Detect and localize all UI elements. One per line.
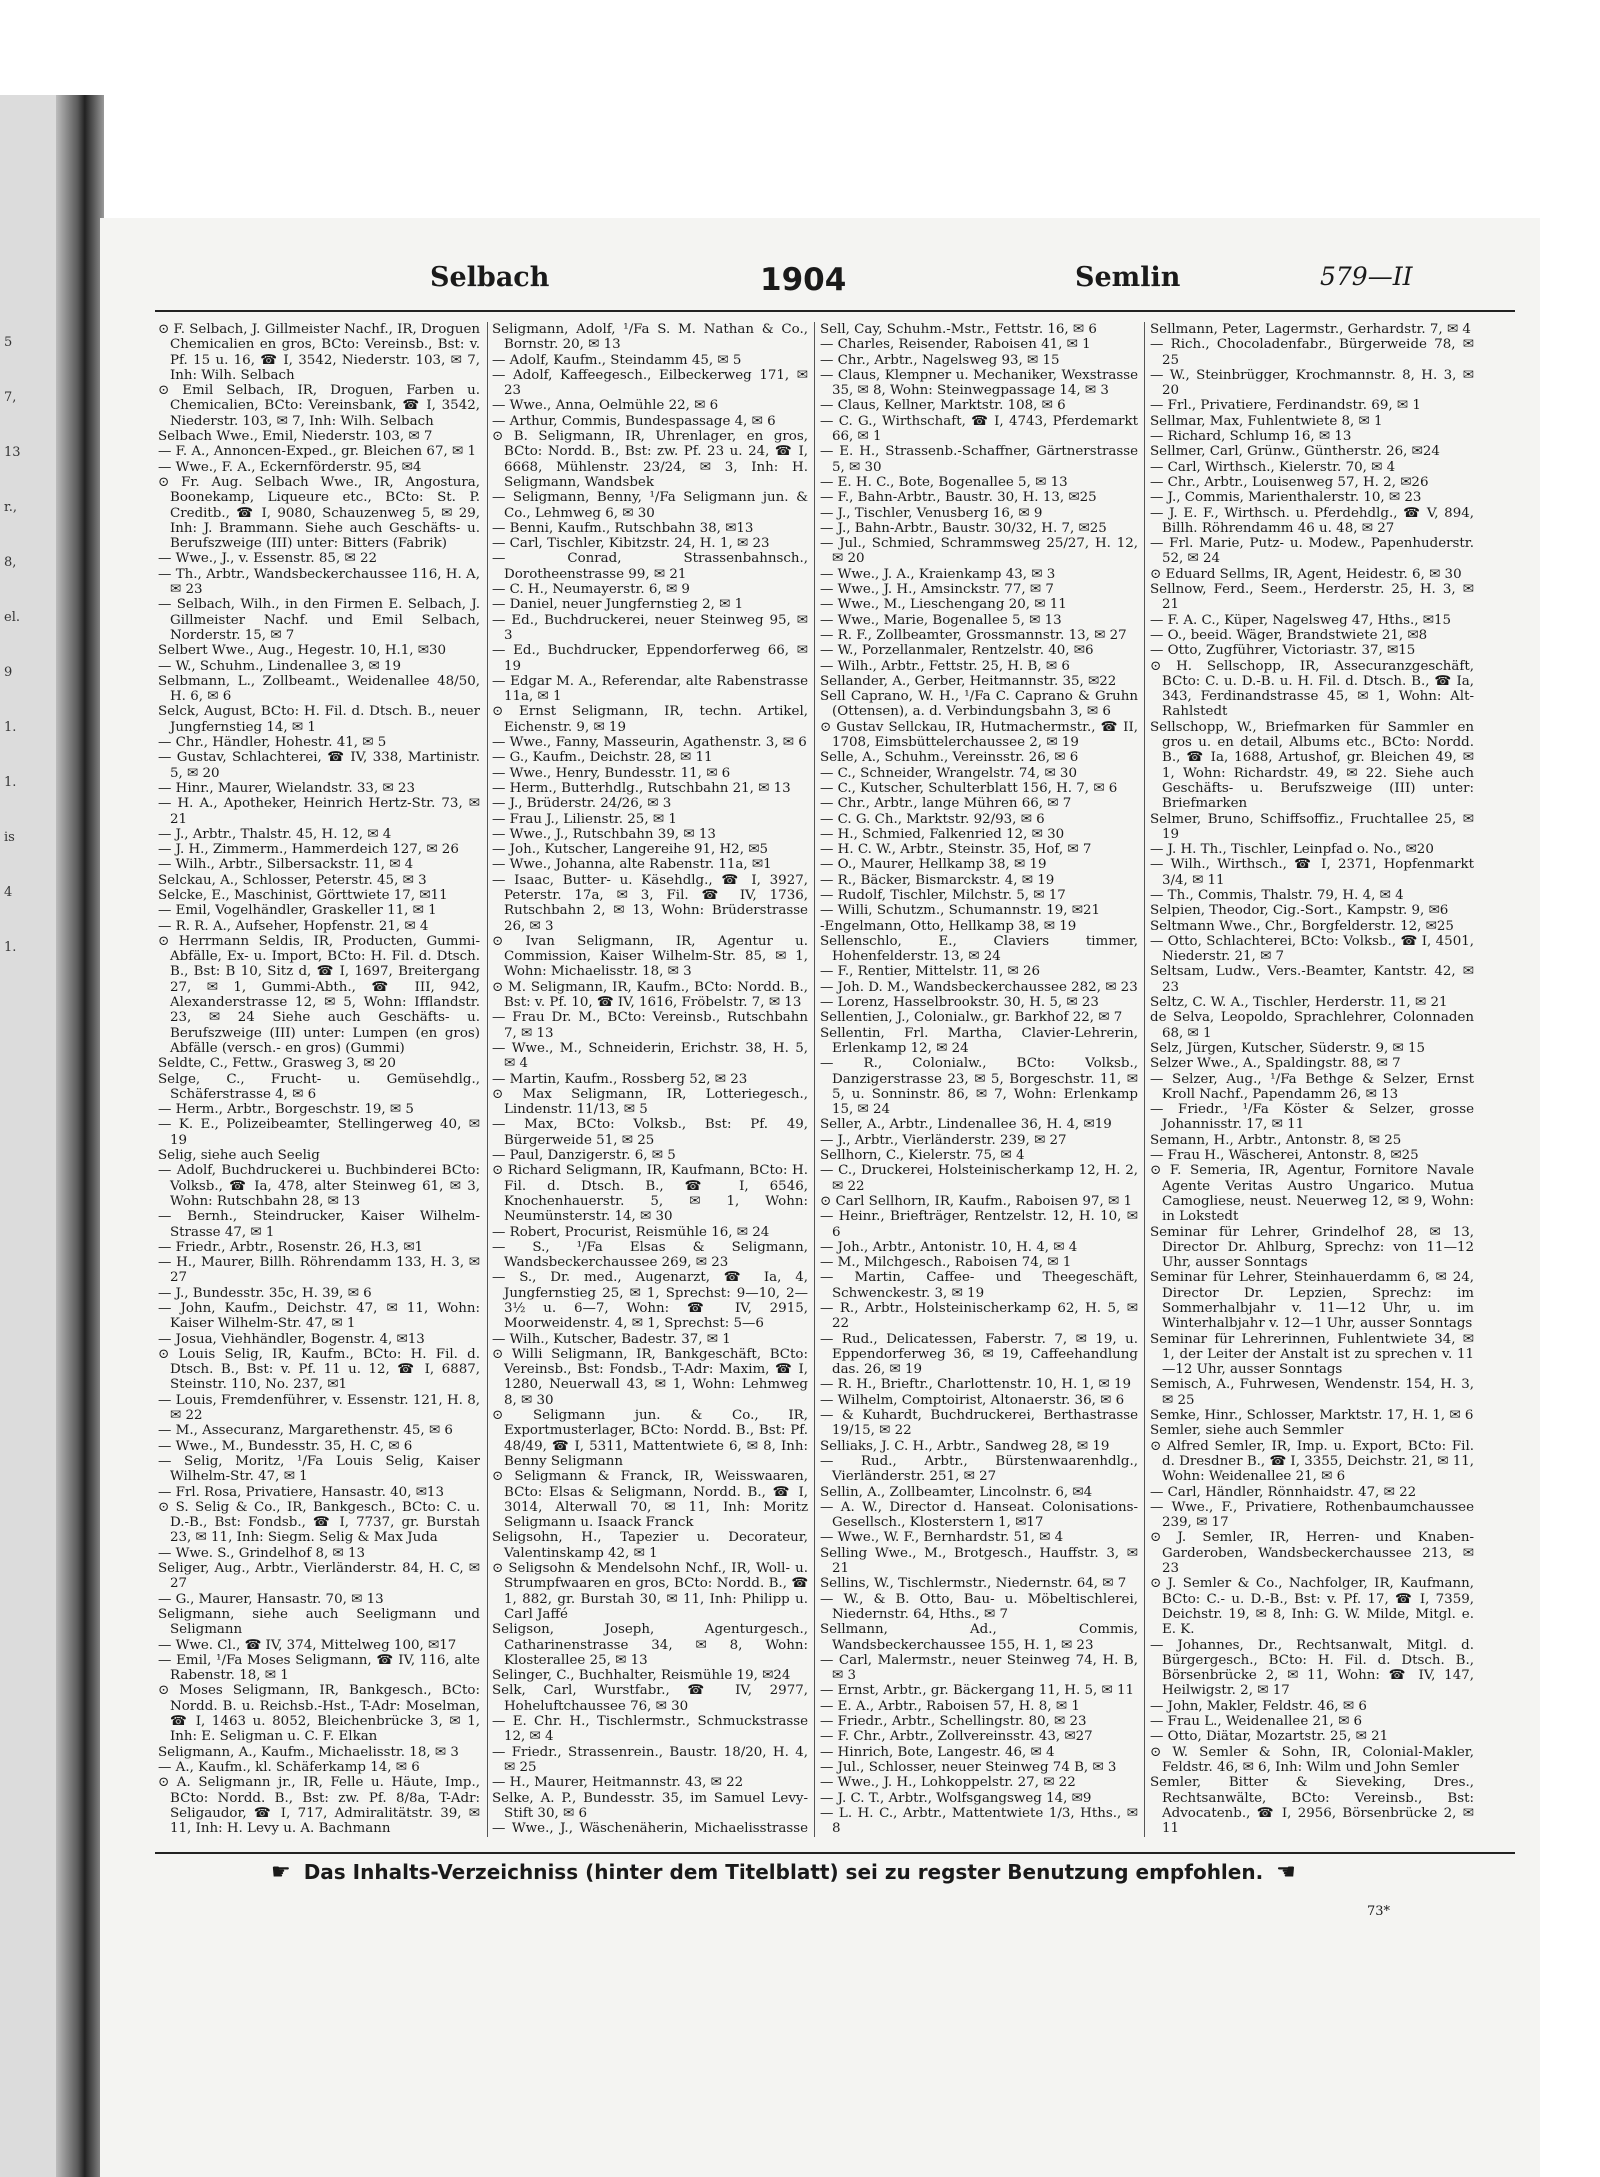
directory-entry: Semler, Bitter & Sieveking, Dres., Rechtsanwälte, BCto: Vereinsb., Bst: Advocatenb., ☎ I, 2956, Börsenbrücke 2, ✉ 11 [1150, 1775, 1474, 1837]
directory-entry: — Edgar M. A., Referendar, alte Rabenstrasse 11a, ✉ 1 [492, 673, 808, 705]
directory-entry: Semke, Hinr., Schlosser, Marktstr. 17, H. 1, ✉ 6 [1150, 1408, 1474, 1424]
directory-entry: — Wwe., M., Bundesstr. 35, H. C, ✉ 6 [158, 1438, 413, 1454]
directory-entry: — J., Arbtr., Vierländerstr. 239, ✉ 27 [820, 1132, 1067, 1148]
directory-entry: — F., Rentier, Mittelstr. 11, ✉ 26 [820, 964, 1041, 980]
column-2 [492, 322, 808, 1837]
directory-entry: — Rudolf, Tischler, Milchstr. 5, ✉ 17 [820, 887, 1066, 903]
directory-entry: — Chr., Händler, Hohestr. 41, ✉ 5 [158, 735, 387, 751]
sheet-number: 73* [1367, 1904, 1391, 1919]
directory-entry: — Otto, Diätar, Mozartstr. 25, ✉ 21 [1150, 1729, 1389, 1745]
directory-entry: — Selzer, Aug., ¹/Fa Bethge & Selzer, Ernst Kroll Nachf., Papendamm 26, ✉ 13 [1150, 1071, 1474, 1102]
directory-entry: — Wwe., J. H., Amsinckstr. 77, ✉ 7 [820, 582, 1054, 598]
directory-entry: — F., Bahn-Arbtr., Baustr. 30, H. 13, ✉25 [820, 490, 1097, 506]
directory-entry: Seminar für Lehrer, Grindelhof 28, ✉ 13, Director Dr. Ahlburg, Sprechz: von 11—12 Uhr, ausser Sonntags [1150, 1224, 1474, 1271]
left-page-fragment: r., [4, 500, 18, 515]
directory-entry: — Carl, Tischler, Kibitzstr. 24, H. 1, ✉ 23 [492, 536, 770, 552]
directory-entry: — J., Commis, Marienthalerstr. 10, ✉ 23 [1150, 490, 1422, 506]
directory-entry: ⊙ Alfred Semler, IR, Imp. u. Export, BCto: Fil. d. Dresdner B., ☎ I, 3355, Deichstr. 21, ✉ 11, Wohn: Weidenallee 21, ✉ 6 [1150, 1438, 1474, 1485]
directory-entry: — R. H., Brieftr., Charlottenstr. 10, H. 1, ✉ 19 [820, 1377, 1132, 1393]
directory-entry: — E. A., Arbtr., Raboisen 57, H. 8, ✉ 1 [820, 1698, 1080, 1714]
directory-entry: — Bernh., Steindrucker, Kaiser Wilhelm-Strasse 47, ✉ 1 [158, 1209, 480, 1240]
directory-entry: Selbmann, L., Zollbeamt., Weidenallee 48/50, H. 6, ✉ 6 [158, 673, 480, 705]
directory-entry: Seminar für Lehrerinnen, Fuhlentwiete 34, ✉ 1, der Leiter der Anstalt ist zu sprechen v. 11—12 Uhr, ausser Sonntags [1150, 1331, 1474, 1378]
directory-entry: — Benni, Kaufm., Rutschbahn 38, ✉13 [492, 520, 754, 536]
directory-entry: — Rud., Delicatessen, Faberstr. 7, ✉ 19, u. Eppendorferweg 36, ✉ 19, Caffeehandlung das. 26, ✉ 19 [820, 1331, 1138, 1378]
directory-entry: — Frl., Privatiere, Ferdinandstr. 69, ✉ 1 [1150, 398, 1421, 414]
directory-entry: — Joh., Kutscher, Langereihe 91, H2, ✉5 [492, 842, 768, 858]
directory-entry: Selck, August, BCto: H. Fil. d. Dtsch. B., neuer Jungfernstieg 14, ✉ 1 [158, 704, 480, 735]
directory-entry: — C. H., Neumayerstr. 6, ✉ 9 [492, 582, 690, 598]
directory-entry: — Frau H., Wäscherei, Antonstr. 8, ✉25 [1150, 1148, 1419, 1164]
directory-entry: — A. W., Director d. Hanseat. Colonisations-Gesellsch., Klosterstern 1, ✉17 [820, 1499, 1138, 1531]
directory-entry [1150, 1836, 1474, 1837]
directory-entry: ⊙ Seligsohn & Mendelsohn Nchf., IR, Woll- u. Strumpfwaaren en gros, BCto: Nordd. B., ☎ 1, 882, gr. Burstah 30, ✉ 11, Inh: Philipp u. Carl Jaffé [492, 1561, 808, 1622]
column-divider [1144, 322, 1145, 1837]
directory-entry: Semisch, A., Fuhrwesen, Wendenstr. 154, H. 3, ✉ 25 [1150, 1377, 1474, 1408]
directory-entry: — Wwe., Marie, Bogenallee 5, ✉ 13 [820, 612, 1062, 628]
directory-entry: Sellentin, Frl. Martha, Clavier-Lehrerin, Erlenkamp 12, ✉ 24 [820, 1025, 1138, 1056]
directory-entry: ⊙ Louis Selig, IR, Kaufm., BCto: H. Fil. d. Dtsch. B., Bst: v. Pf. 11 u. 12, ☎ I, 6887, Steinstr. 110, No. 237, ✉1 [158, 1346, 480, 1393]
directory-entry: — Selig, Moritz, ¹/Fa Louis Selig, Kaiser Wilhelm-Str. 47, ✉ 1 [158, 1453, 480, 1485]
directory-entry: Selle, A., Schuhm., Vereinsstr. 26, ✉ 6 [820, 750, 1079, 766]
left-page-fragment: 4 [4, 885, 13, 900]
directory-entry: — J., Brüderstr. 24/26, ✉ 3 [492, 796, 672, 812]
directory-entry: — John, Kaufm., Deichstr. 47, ✉ 11, Wohn: Kaiser Wilhelm-Str. 47, ✉ 1 [158, 1301, 480, 1332]
directory-entry: — Selbach, Wilh., in den Firmen E. Selbach, J. Gillmeister Nachf. und Emil Selbach, Norderstr. 15, ✉ 7 [158, 597, 480, 643]
page-header [0, 262, 1600, 302]
directory-entry: — Paul, Danzigerstr. 6, ✉ 5 [492, 1148, 676, 1164]
directory-entry: Selcke, E., Maschinist, Görttwiete 17, ✉11 [158, 887, 448, 903]
directory-entry: — R., Colonialw., BCto: Volksb., Danzigerstrasse 23, ✉ 5, Borgeschstr. 11, ✉ 5, u. Sonninstr. 86, ✉ 7, Wohn: Erlenkamp 15, ✉ 24 [820, 1056, 1138, 1118]
directory-entry: — E. H., Strassenb.-Schaffner, Gärtnerstrasse 5, ✉ 30 [820, 444, 1138, 475]
directory-entry: ⊙ J. Semler & Co., Nachfolger, IR, Kaufmann, BCto: C.- u. D.-B., Bst: v. Pf. 17, ☎ I, 7359, Deichstr. 19, ✉ 8, Inh: G. W. Milde, Mitgl. e. E. K. [1150, 1576, 1474, 1638]
directory-entry: ⊙ M. Seligmann, IR, Kaufm., BCto: Nordd. B., Bst: v. Pf. 10, ☎ IV, 1616, Fröbelstr. 7, ✉ 13 [492, 979, 808, 1011]
directory-entry: — Wilhelm, Comptoirist, Altonaerstr. 36, ✉ 6 [820, 1392, 1125, 1408]
directory-entry: — Chr., Arbtr., Nagelsweg 93, ✉ 15 [820, 352, 1060, 368]
directory-entry: — Ed., Buchdruckerei, neuer Steinweg 95, ✉ 3 [492, 612, 808, 643]
directory-entry: — Wwe., J., Wäschenäherin, Michaelisstrasse [492, 1821, 808, 1837]
left-page-fragment: el. [4, 610, 20, 625]
directory-entry: — Friedr., Arbtr., Rosenstr. 26, H.3, ✉1 [158, 1239, 424, 1255]
column-1 [158, 322, 480, 1837]
directory-entry: Seligmann, A., Kaufm., Michaelisstr. 18, ✉ 3 [158, 1744, 459, 1760]
directory-entry: — F. A., Annoncen-Exped., gr. Bleichen 67, ✉ 1 [158, 444, 476, 460]
directory-entry: — J., Arbtr., Thalstr. 45, H. 12, ✉ 4 [158, 826, 392, 842]
directory-entry: ⊙ H. Sellschopp, IR, Assecuranzgeschäft, BCto: C. u. D.-B. u. H. Fil. d. Dtsch. B., ☎ Ia, 343, Ferdinandstrasse 45, ✉ 1, Wohn: Alt-Rahlstedt [1150, 658, 1474, 720]
directory-entry: — Emil, Vogelhändler, Graskeller 11, ✉ 1 [158, 903, 437, 919]
directory-entry: Selbach Wwe., Emil, Niederstr. 103, ✉ 7 [158, 429, 433, 445]
directory-entry: — Otto, Zugführer, Victoriastr. 37, ✉15 [1150, 643, 1416, 659]
directory-entry: Sellander, A., Gerber, Heitmannstr. 35, ✉22 [820, 673, 1117, 689]
directory-entry: — Rich., Chocoladenfabr., Bürgerweide 78, ✉ 25 [1150, 337, 1474, 368]
column-divider [487, 322, 488, 1837]
directory-entry: — Heinr., Briefträger, Rentzelstr. 12, H. 10, ✉ 6 [820, 1209, 1138, 1240]
directory-entry: Seldte, C., Fettw., Grasweg 3, ✉ 20 [158, 1056, 396, 1072]
directory-entry: — H. A., Apotheker, Heinrich Hertz-Str. 73, ✉ 21 [158, 796, 480, 827]
directory-entry: ⊙ Herrmann Seldis, IR, Producten, Gummi-Abfälle, Ex- u. Import, BCto: H. Fil. d. Dtsch. B., Bst: B 10, Sitz d, ☎ I, 1697, Breitergang 27, ✉ 1, Gummi-Abth., ☎ III, 942, Alexanderstrasse 12, ✉ 5, Wohn: Ifflandstr. 23, ✉ 24 Siehe auch Geschäfts- u. Berufszweige (III) unter: Lumpen (en gros) Abfälle (versch.- en gros) (Gummi) [158, 933, 480, 1056]
directory-entry: Selk, Carl, Wurstfabr., ☎ IV, 2977, Hoheluftchaussee 76, ✉ 30 [492, 1683, 808, 1714]
directory-entry: — C. G. Ch., Marktstr. 92/93, ✉ 6 [820, 811, 1045, 827]
directory-entry: — Rud., Arbtr., Bürstenwaarenhdlg., Vierländerstr. 251, ✉ 27 [820, 1453, 1138, 1485]
directory-entry: — Frau Dr. M., BCto: Vereinsb., Rutschbahn 7, ✉ 13 [492, 1010, 808, 1041]
directory-entry: ⊙ W. Semler & Sohn, IR, Colonial-Makler, Feldstr. 46, ✉ 6, Inh: Wilm und John Semler [1150, 1744, 1474, 1775]
directory-entry: — Chr., Arbtr., lange Mühren 66, ✉ 7 [820, 796, 1072, 812]
directory-entry: — L. H. C., Arbtr., Mattentwiete 1/3, Hths., ✉ 8 [820, 1805, 1138, 1837]
directory-entry: Sellschopp, W., Briefmarken für Sammler en gros u. en detail, Albums etc., BCto: Nordd. B., ☎ Ia, 1688, Artushof, gr. Bleichen 49, ✉ 1, Wohn: Richardstr. 49, ✉ 22. Siehe auch Geschäfts- u. Berufszweige (III) unter: Briefmarken [1150, 719, 1474, 812]
directory-entry: ⊙ Gustav Sellckau, IR, Hutmachermstr., ☎ II, 1708, Eimsbüttelerchaussee 2, ✉ 19 [820, 719, 1138, 751]
directory-entry: Sellins, W., Tischlermstr., Niedernstr. 64, ✉ 7 [820, 1576, 1127, 1592]
left-page-fragment: 7, [4, 390, 17, 405]
directory-entry: Selz, Jürgen, Kutscher, Süderstr. 9, ✉ 15 [1150, 1040, 1425, 1056]
directory-entry: ⊙ F. Semeria, IR, Agentur, Fornitore Navale Agente Veritas Austro Ungarico. Mutua Camogliese, neust. Neuerweg 12, ✉ 9, Wohn: in Lokstedt [1150, 1163, 1474, 1225]
directory-entry: ⊙ S. Selig & Co., IR, Bankgesch., BCto: C. u. D.-B., Bst: Fondsb., ☎ I, 7737, gr. Burstah 23, ✉ 11, Inh: Siegm. Selig & Max Juda [158, 1499, 480, 1546]
column-4 [1150, 322, 1474, 1837]
directory-entry: — Frau J., Lilienstr. 25, ✉ 1 [492, 811, 677, 827]
directory-entry: — Claus, Kellner, Marktstr. 108, ✉ 6 [820, 398, 1066, 414]
directory-entry: ⊙ J. Semler, IR, Herren- und Knaben-Garderoben, Wandsbeckerchaussee 213, ✉ 23 [1150, 1530, 1474, 1577]
directory-entry: — Wwe., Johanna, alte Rabenstr. 11a, ✉1 [492, 857, 772, 873]
directory-entry: ⊙ Seligmann jun. & Co., IR, Exportmusterlager, BCto: Nordd. B., Bst: Pf. 48/49, ☎ I, 5311, Mattentwiete 6, ✉ 8, Inh: Benny Seligmann [492, 1408, 808, 1469]
directory-entry: Selzer Wwe., A., Spaldingstr. 88, ✉ 7 [1150, 1056, 1401, 1072]
left-page-fragment: 8, [4, 555, 17, 570]
directory-entry: — Th., Arbtr., Wandsbeckerchaussee 116, H. A, ✉ 23 [158, 566, 480, 598]
directory-entry: — F. Chr., Arbtr., Zollvereinsstr. 43, ✉27 [820, 1729, 1093, 1745]
directory-entry: — & Kuhardt, Buchdruckerei, Berthastrasse 19/15, ✉ 22 [820, 1408, 1138, 1439]
directory-entry: Sellin, A., Zollbeamter, Lincolnstr. 6, ✉4 [820, 1484, 1093, 1500]
directory-entry: — W., Schuhm., Lindenallee 3, ✉ 19 [158, 658, 401, 674]
directory-entry: Sellnow, Ferd., Seem., Herderstr. 25, H. 3, ✉ 21 [1150, 582, 1474, 613]
directory-entry: ⊙ Willi Seligmann, IR, Bankgeschäft, BCto: Vereinsb., Bst: Fondsb., T-Adr: Maxim, ☎ I, 1280, Neuerwall 43, ✉ 1, Wohn: Lehmweg 8, ✉ 30 [492, 1346, 808, 1408]
directory-entry: — C., Schneider, Wrangelstr. 74, ✉ 30 [820, 765, 1077, 781]
left-page-fragment: 1. [4, 940, 17, 955]
directory-entry: Sellenschlo, E., Claviers timmer, Hohenfelderstr. 13, ✉ 24 [820, 933, 1138, 965]
directory-entry: — Adolf, Buchdruckerei u. Buchbinderei BCto: Volksb., ☎ Ia, 478, alter Steinweg 61, ✉ 3, Wohn: Rutschbahn 28, ✉ 13 [158, 1163, 480, 1209]
directory-entry: — Seligmann, Benny, ¹/Fa Seligmann jun. & Co., Lehmweg 6, ✉ 30 [492, 490, 808, 521]
directory-entry: — Lorenz, Hasselbrookstr. 30, H. 5, ✉ 23 [820, 995, 1099, 1011]
directory-entry: — C. G., Wirthschaft, ☎ I, 4743, Pferdemarkt 66, ✉ 1 [820, 413, 1138, 445]
footer-text: Das Inhalts-Verzeichniss (hinter dem Titelblatt) sei zu regster Benutzung empfohlen. [303, 1860, 1264, 1884]
directory-entry: — J. H. Th., Tischler, Leinpfad o. No., ✉20 [1150, 842, 1434, 858]
directory-entry: — R., Bäcker, Bismarckstr. 4, ✉ 19 [820, 872, 1055, 888]
directory-entry: — Max, BCto: Volksb., Bst: Pf. 49, Bürgerweide 51, ✉ 25 [492, 1117, 808, 1148]
footer-rule [155, 1852, 1515, 1854]
directory-entry: — R. F., Zollbeamter, Grossmannstr. 13, ✉ 27 [820, 627, 1127, 643]
directory-entry: — W., Steinbrügger, Krochmannstr. 8, H. 3, ✉ 20 [1150, 367, 1474, 399]
directory-entry: — Friedr., Arbtr., Schellingstr. 80, ✉ 23 [820, 1714, 1087, 1730]
header-first-name: Selbach [430, 262, 550, 293]
directory-entry: Selbert Wwe., Aug., Hegestr. 10, H.1, ✉30 [158, 643, 447, 659]
directory-entry: Seltz, C. W. A., Tischler, Herderstr. 11, ✉ 21 [1150, 995, 1448, 1011]
directory-entry: — Wwe., F. A., Eckernförderstr. 95, ✉4 [158, 459, 422, 475]
directory-entry: Sell, Cay, Schuhm.-Mstr., Fettstr. 16, ✉ 6 [820, 322, 1097, 337]
directory-entry: — Wwe., J., Rutschbahn 39, ✉ 13 [492, 826, 716, 842]
left-page-fragment: 5 [4, 335, 13, 350]
left-page-fragment: 1. [4, 720, 17, 735]
directory-entry: Selliaks, J. C. H., Arbtr., Sandweg 28, ✉ 19 [820, 1438, 1110, 1454]
directory-entry: — Jul., Schlosser, neuer Steinweg 74 B, ✉ 3 [820, 1759, 1117, 1775]
directory-entry: — C., Druckerei, Holsteinischerkamp 12, H. 2, ✉ 22 [820, 1163, 1138, 1194]
directory-entry: — K. E., Polizeibeamter, Stellingerweg 40, ✉ 19 [158, 1117, 480, 1148]
directory-entry: — Wwe., J. H., Lohkoppelstr. 27, ✉ 22 [820, 1775, 1076, 1791]
directory-entry: Sellmann, Peter, Lagermstr., Gerhardstr. 7, ✉ 4 [1150, 322, 1471, 337]
directory-entry: — H., Schmied, Falkenried 12, ✉ 30 [820, 826, 1065, 842]
directory-entry: — Carl, Wirthsch., Kielerstr. 70, ✉ 4 [1150, 459, 1396, 475]
directory-entry: — O., Maurer, Hellkamp 38, ✉ 19 [820, 857, 1047, 873]
directory-entry: Seltmann Wwe., Chr., Borgfelderstr. 12, ✉25 [1150, 918, 1454, 934]
directory-entry: Seminar für Lehrer, Steinhauerdamm 6, ✉ 24, Director Dr. Lepzien, Sprechz: im Sommerhalbjahr v. 11—12 Uhr, u. im Winterhalbjahr v. 12—1 Uhr, ausser Sonntags [1150, 1270, 1474, 1332]
directory-entry: Selge, C., Frucht- u. Gemüsehdlg., Schäferstrasse 4, ✉ 6 [158, 1071, 480, 1102]
directory-entry: ⊙ Fr. Aug. Selbach Wwe., IR, Angostura, Boonekamp, Liqueure etc., BCto: St. P. Creditb., ☎ I, 9080, Schauzenweg 5, ✉ 29, Inh: J. Brammann. Siehe auch Geschäfts- u. Berufszweige (III) unter: Bitters (Fabrik) [158, 474, 480, 552]
directory-entry: — Herm., Arbtr., Borgeschstr. 19, ✉ 5 [158, 1102, 414, 1118]
directory-entry: Selinger, C., Buchhalter, Reismühle 19, ✉24 [492, 1668, 791, 1684]
header-year: 1904 [760, 262, 847, 298]
directory-entry: — W., & B. Otto, Bau- u. Möbeltischlerei, Niedernstr. 64, Hths., ✉ 7 [820, 1591, 1138, 1622]
directory-entry: — J., Tischler, Venusberg 16, ✉ 9 [820, 505, 1043, 521]
directory-entry: Selpien, Theodor, Cig.-Sort., Kampstr. 9, ✉6 [1150, 903, 1449, 919]
directory-entry: ⊙ B. Seligmann, IR, Uhrenlager, en gros, BCto: Nordd. B., Bst: zw. Pf. 23 u. 24, ☎ I, 6668, Mühlenstr. 23/24, ✉ 3, Inh: H. Seligmann, Wandsbek [492, 429, 808, 490]
book-gutter [56, 95, 104, 2177]
directory-entry: — Wilh., Wirthsch., ☎ I, 2371, Hopfenmarkt 3/4, ✉ 11 [1150, 857, 1474, 888]
directory-entry: Seltsam, Ludw., Vers.-Beamter, Kantstr. 42, ✉ 23 [1150, 964, 1474, 995]
directory-entry: — R., Arbtr., Holsteinischerkamp 62, H. 5, ✉ 22 [820, 1301, 1138, 1332]
directory-entry: — Robert, Procurist, Reismühle 16, ✉ 24 [492, 1224, 770, 1240]
directory-entry: — Carl, Malermstr., neuer Steinweg 74, H. B, ✉ 3 [820, 1652, 1138, 1684]
directory-entry: Seligsohn, H., Tapezier u. Decorateur, Valentinskamp 42, ✉ 1 [492, 1530, 808, 1561]
column-3 [820, 322, 1138, 1837]
directory-entry: — G., Maurer, Hansastr. 70, ✉ 13 [158, 1591, 384, 1607]
directory-entry: — A., Kaufm., kl. Schäferkamp 14, ✉ 6 [158, 1759, 420, 1775]
directory-entry: Selckau, A., Schlosser, Peterstr. 45, ✉ 3 [158, 872, 427, 888]
directory-entry: — J., Bahn-Arbtr., Baustr. 30/32, H. 7, ✉25 [820, 520, 1107, 536]
directory-entry: ⊙ Max Seligmann, IR, Lotteriegesch., Lindenstr. 11/13, ✉ 5 [492, 1086, 808, 1118]
directory-entry: ⊙ Emil Selbach, IR, Droguen, Farben u. Chemicalien, BCto: Vereinsbank, ☎ I, 3542, Niederstr. 103, ✉ 7, Inh: Wilh. Selbach [158, 383, 480, 429]
directory-entry: ⊙ Richard Seligmann, IR, Kaufmann, BCto: H. Fil. d. Dtsch. B., ☎ I, 6546, Knochenhauerstr. 5, ✉ 1, Wohn: Neumünsterstr. 14, ✉ 30 [492, 1163, 808, 1225]
directory-entry: — Charles, Reisender, Raboisen 41, ✉ 1 [820, 337, 1091, 353]
directory-entry: ⊙ Moses Seligmann, IR, Bankgesch., BCto: Nordd. B. u. Reichsb.-Hst., T-Adr: Moselman, ☎ I, 1463 u. 8052, Bleichenbrücke 3, ✉ 1, Inh: E. Seligman u. C. F. Elkan [158, 1683, 480, 1745]
directory-entry: — Joh. D. M., Wandsbeckerchaussee 282, ✉ 23 [820, 979, 1138, 995]
directory-entry: — E. Chr. H., Tischlermstr., Schmuckstrasse 12, ✉ 4 [492, 1714, 808, 1745]
directory-entry: — W., Porzellanmaler, Rentzelstr. 40, ✉6 [820, 643, 1094, 659]
directory-entry: — J. E. F., Wirthsch. u. Pferdehdlg., ☎ V, 894, Billh. Röhrendamm 46 u. 48, ✉ 27 [1150, 505, 1474, 536]
pointing-hand-icon: ☛ [271, 1860, 291, 1885]
directory-entry: — Wwe., F., Privatiere, Rothenbaumchaussee 239, ✉ 17 [1150, 1499, 1474, 1531]
directory-entry: Selmer, Bruno, Schiffsoffiz., Fruchtallee 25, ✉ 19 [1150, 811, 1474, 842]
left-page-fragment: 13 [4, 445, 21, 460]
directory-entry: Seller, A., Arbtr., Lindenallee 36, H. 4, ✉19 [820, 1117, 1112, 1133]
directory-entry: — Daniel, neuer Jungfernstieg 2, ✉ 1 [492, 597, 744, 613]
directory-entry: — Wilh., Arbtr., Silbersackstr. 11, ✉ 4 [158, 857, 414, 873]
directory-entry: ⊙ Ernst Seligmann, IR, techn. Artikel, Eichenstr. 9, ✉ 19 [492, 704, 808, 735]
directory-entry: — Louis, Fremdenführer, v. Essenstr. 121, H. 8, ✉ 22 [158, 1392, 480, 1424]
directory-entry: — Ernst, Arbtr., gr. Bäckergang 11, H. 5, ✉ 11 [820, 1683, 1135, 1699]
directory-entry: -Engelmann, Otto, Hellkamp 38, ✉ 19 [820, 918, 1077, 934]
directory-entry: — Chr., Arbtr., Louisenweg 57, H. 2, ✉26 [1150, 474, 1429, 490]
header-last-name: Semlin [1075, 262, 1181, 293]
directory-entry: — Herm., Butterhdlg., Rutschbahn 21, ✉ 13 [492, 780, 791, 796]
directory-entry: — Adolf, Kaffeegesch., Eilbeckerweg 171, ✉ 23 [492, 367, 808, 399]
directory-entry: — J. H., Zimmerm., Hammerdeich 127, ✉ 26 [158, 842, 459, 858]
directory-entry: — Wwe., Fanny, Masseurin, Agathenstr. 3, ✉ 6 [492, 735, 807, 751]
directory-entry: — Hinrich, Bote, Langestr. 46, ✉ 4 [820, 1744, 1055, 1760]
directory-entry: — J. C. T., Arbtr., Wolfsgangsweg 14, ✉9 [820, 1790, 1092, 1806]
directory-entry: Semann, H., Arbtr., Antonstr. 8, ✉ 25 [1150, 1132, 1402, 1148]
directory-entry: — Johannes, Dr., Rechtsanwalt, Mitgl. d. Bürgergesch., BCto: H. Fil. d. Dtsch. B., Börsenbrücke 2, ✉ 11, Wohn: ☎ IV, 147, Heilwigstr. 2, ✉ 17 [1150, 1637, 1474, 1699]
column-divider [814, 322, 815, 1837]
directory-entry: — M., Milchgesch., Raboisen 74, ✉ 1 [820, 1255, 1072, 1271]
directory-entry: Sellmer, Carl, Grünw., Güntherstr. 26, ✉24 [1150, 444, 1440, 460]
directory-entry: — Wwe. S., Grindelhof 8, ✉ 13 [158, 1545, 366, 1561]
directory-entry: — Joh., Arbtr., Antonistr. 10, H. 4, ✉ 4 [820, 1239, 1078, 1255]
directory-entry: — Emil, ¹/Fa Moses Seligmann, ☎ IV, 116, alte Rabenstr. 18, ✉ 1 [158, 1652, 480, 1684]
directory-entry: — Conrad, Strassenbahnsch., Dorotheenstrasse 99, ✉ 21 [492, 551, 808, 582]
directory-entry: — Isaac, Butter- u. Käsehdlg., ☎ I, 3927, Peterstr. 17a, ✉ 3, Fil. ☎ IV, 1736, Rutschbahn 2, ✉ 13, Wohn: Brüderstrasse 26, ✉ 3 [492, 872, 808, 934]
directory-entry: — Frl. Rosa, Privatiere, Hansastr. 40, ✉13 [158, 1484, 444, 1500]
directory-entry: ⊙ Seligmann & Franck, IR, Weisswaaren, BCto: Elsas & Seligmann, Nordd. B., ☎ I, 3014, Alterwall 70, ✉ 11, Inh: Moritz Seligmann u. Isaack Franck [492, 1469, 808, 1531]
directory-entry: — R. R. A., Aufseher, Hopfenstr. 21, ✉ 4 [158, 918, 429, 934]
directory-entry: Sellmar, Max, Fuhlentwiete 8, ✉ 1 [1150, 413, 1383, 429]
directory-entry: ⊙ A. Seligmann jr., IR, Felle u. Häute, Imp., BCto: Nordd. B., Bst: zw. Pf. 8/8a, T-Adr: Seligaudor, ☎ I, 717, Admiralitätstr. 39, ✉ 11, Inh: H. Levy u. A. Bachmann [158, 1775, 480, 1837]
directory-entry: ⊙ F. Selbach, J. Gillmeister Nachf., IR, Droguen Chemicalien en gros, BCto: Vereinsb., Bst: v. Pf. 15 u. 16, ☎ I, 3542, Niederstr. 103, ✉ 7, Inh: Wilh. Selbach [158, 322, 480, 383]
directory-entry: — Wwe., M., Schneiderin, Erichstr. 38, H. 5, ✉ 4 [492, 1040, 808, 1072]
directory-entry: Sell Caprano, W. H., ¹/Fa C. Caprano & Gruhn (Ottensen), a. d. Verbindungsbahn 3, ✉ 6 [820, 689, 1138, 720]
directory-entry: — Gustav, Schlachterei, ☎ IV, 338, Martinistr. 5, ✉ 20 [158, 750, 480, 781]
directory-entry: — Wwe. Cl., ☎ IV, 374, Mittelweg 100, ✉17 [158, 1637, 457, 1653]
directory-entry: — G., Kaufm., Deichstr. 28, ✉ 11 [492, 750, 713, 766]
directory-entry: — Frl. Marie, Putz- u. Modew., Papenhuderstr. 52, ✉ 24 [1150, 536, 1474, 567]
directory-entry: — Jul., Schmied, Schrammsweg 25/27, H. 12, ✉ 20 [820, 536, 1138, 567]
directory-entry: — Josua, Viehhändler, Bogenstr. 4, ✉13 [158, 1331, 425, 1347]
directory-entry: Seligmann, Adolf, ¹/Fa S. M. Nathan & Co., Bornstr. 20, ✉ 13 [492, 322, 808, 353]
directory-entry: — Arthur, Commis, Bundespassage 4, ✉ 6 [492, 413, 776, 429]
directory-entry: — E. H. C., Bote, Bogenallee 5, ✉ 13 [820, 474, 1068, 490]
header-rule [155, 310, 1515, 312]
directory-entry: — Richard, Schlump 16, ✉ 13 [1150, 429, 1352, 445]
directory-entry: Selke, A. P., Bundesstr. 35, im Samuel Levy-Stift 30, ✉ 6 [492, 1790, 808, 1821]
left-page-fragment: is [4, 830, 15, 845]
directory-entry: — Friedr., ¹/Fa Köster & Selzer, grosse Johannisstr. 17, ✉ 11 [1150, 1102, 1474, 1133]
directory-entry: — Wwe., M., Lieschengang 20, ✉ 11 [820, 597, 1067, 613]
directory-entry: Seligmann, siehe auch Seeligmann und Seligmann [158, 1606, 480, 1638]
header-page-number: 579—II [1320, 262, 1413, 291]
directory-entry: — Ed., Buchdrucker, Eppendorferweg 66, ✉ 19 [492, 643, 808, 674]
directory-entry: — Adolf, Kaufm., Steindamm 45, ✉ 5 [492, 352, 742, 368]
directory-entry: — Willi, Schutzm., Schumannstr. 19, ✉21 [820, 903, 1100, 919]
directory-entry: — S., Dr. med., Augenarzt, ☎ Ia, 4, Jungfernstieg 25, ✉ 1, Sprechst: 9—10, 2—3½ u. 6—7, Wohn: ☎ IV, 2915, Moorweidenstr. 4, ✉ 1, Sprechst: 5—6 [492, 1270, 808, 1332]
directory-entry: Sellmann, Ad., Commis, Wandsbeckerchaussee 155, H. 1, ✉ 23 [820, 1622, 1138, 1653]
directory-entry: — Wwe., Henry, Bundesstr. 11, ✉ 6 [492, 765, 731, 781]
directory-entry: — Claus, Klempner u. Mechaniker, Wexstrasse 35, ✉ 8, Wohn: Steinwegpassage 14, ✉ 3 [820, 367, 1138, 399]
directory-entry: Sellhorn, C., Kielerstr. 75, ✉ 4 [820, 1148, 1025, 1164]
directory-entry: — Hinr., Maurer, Wielandstr. 33, ✉ 23 [158, 780, 415, 796]
directory-entry: Semler, siehe auch Semmler [1150, 1423, 1344, 1439]
directory-entry: — Martin, Kaufm., Rossberg 52, ✉ 23 [492, 1071, 748, 1087]
directory-entry: — Friedr., Strassenrein., Baustr. 18/20, H. 4, ✉ 25 [492, 1744, 808, 1775]
directory-entry: — H., Maurer, Billh. Röhrendamm 133, H. 3, ✉ 27 [158, 1255, 480, 1286]
directory-entry: — H., Maurer, Heitmannstr. 43, ✉ 22 [492, 1775, 744, 1791]
directory-entry: ⊙ Carl Sellhorn, IR, Kaufm., Raboisen 97, ✉ 1 [820, 1193, 1132, 1209]
directory-entry: — Otto, Schlachterei, BCto: Volksb., ☎ I, 4501, Niederstr. 21, ✉ 7 [1150, 933, 1474, 965]
directory-entry: — S., ¹/Fa Elsas & Seligmann, Wandsbeckerchaussee 269, ✉ 23 [492, 1239, 808, 1271]
directory-entry: — J., Bundesstr. 35c, H. 39, ✉ 6 [158, 1285, 372, 1301]
directory-entry: — Martin, Caffee- und Theegeschäft, Schwenckestr. 3, ✉ 19 [820, 1270, 1138, 1301]
directory-entry: Sellentien, J., Colonialw., gr. Barkhof 22, ✉ 7 [820, 1010, 1123, 1026]
footer-notice [265, 1860, 1365, 1885]
directory-entry: — Th., Commis, Thalstr. 79, H. 4, ✉ 4 [1150, 887, 1404, 903]
directory-entry: Selig, siehe auch Seelig [158, 1148, 320, 1164]
directory-entry: ⊙ Eduard Sellms, IR, Agent, Heidestr. 6, ✉ 30 [1150, 566, 1462, 582]
directory-entry: ⊙ Ivan Seligmann, IR, Agentur u. Commission, Kaiser Wilhelm-Str. 85, ✉ 1, Wohn: Michaelisstr. 18, ✉ 3 [492, 933, 808, 980]
directory-entry: — O., beeid. Wäger, Brandstwiete 21, ✉8 [1150, 627, 1428, 643]
directory-entry: — Wwe., J., v. Essenstr. 85, ✉ 22 [158, 551, 377, 567]
directory-entry: — C., Kutscher, Schulterblatt 156, H. 7, ✉ 6 [820, 780, 1118, 796]
directory-entry: — Wwe., Anna, Oelmühle 22, ✉ 6 [492, 398, 719, 414]
directory-entry: — Carl, Händler, Rönnhaidstr. 47, ✉ 22 [1150, 1484, 1417, 1500]
left-page-fragment: 1. [4, 775, 17, 790]
directory-entry: — H. C. W., Arbtr., Steinstr. 35, Hof, ✉ 7 [820, 842, 1092, 858]
directory-entry: — Wwe., W. F., Bernhardstr. 51, ✉ 4 [820, 1530, 1064, 1546]
directory-entry: — John, Makler, Feldstr. 46, ✉ 6 [1150, 1698, 1367, 1714]
directory-entry: Seligson, Joseph, Agenturgesch., Catharinenstrasse 34, ✉ 8, Wohn: Klosterallee 25, ✉ 13 [492, 1622, 808, 1668]
left-page-fragment: 9 [4, 665, 13, 680]
directory-entry: de Selva, Leopoldo, Sprachlehrer, Colonnaden 68, ✉ 1 [1150, 1010, 1474, 1041]
directory-entry: — M., Assecuranz, Margarethenstr. 45, ✉ 6 [158, 1423, 453, 1439]
directory-entry: — Frau L., Weidenallee 21, ✉ 6 [1150, 1714, 1363, 1730]
directory-entry: — Wilh., Kutscher, Badestr. 37, ✉ 1 [492, 1331, 731, 1347]
pointing-hand-left-icon: ☚ [1276, 1860, 1296, 1885]
directory-entry: Seliger, Aug., Arbtr., Vierländerstr. 84, H. C, ✉ 27 [158, 1561, 480, 1592]
directory-entry: — Wilh., Arbtr., Fettstr. 25, H. B, ✉ 6 [820, 658, 1070, 674]
directory-entry: — F. A. C., Küper, Nagelsweg 47, Hths., ✉15 [1150, 612, 1452, 628]
directory-entry: — Wwe., J. A., Kraienkamp 43, ✉ 3 [820, 566, 1056, 582]
directory-entry: Selling Wwe., M., Brotgesch., Hauffstr. 3, ✉ 21 [820, 1545, 1138, 1577]
